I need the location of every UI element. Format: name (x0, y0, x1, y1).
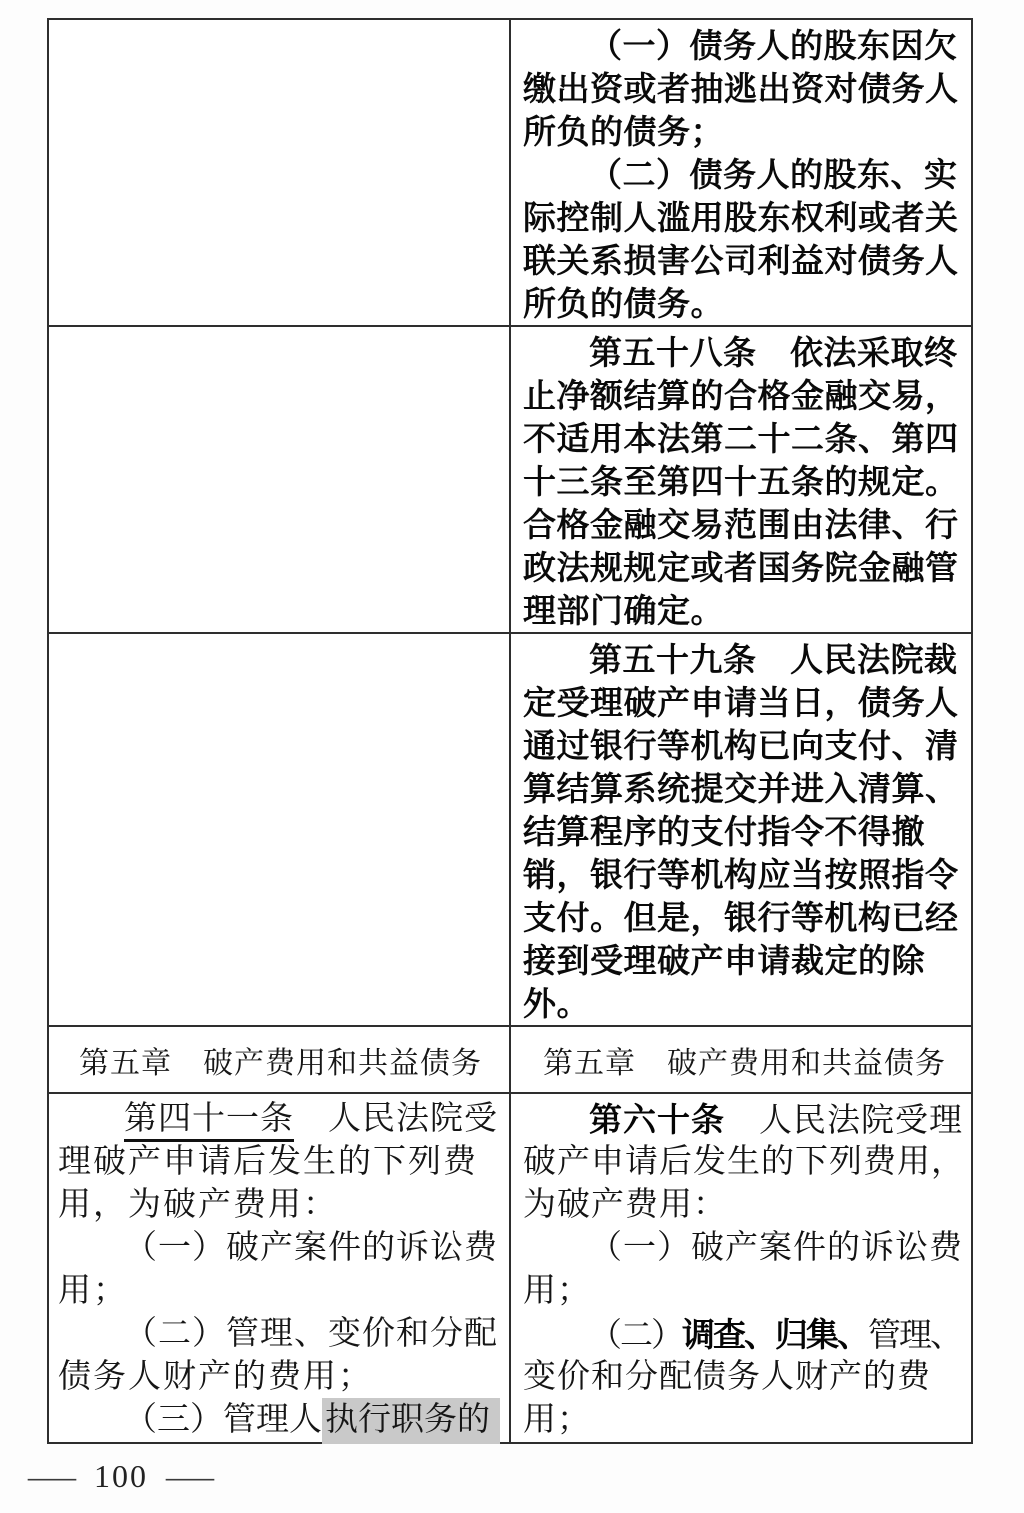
text-line (58, 1227, 503, 1270)
text-line (523, 767, 966, 810)
table-row (49, 1094, 971, 1442)
text-segment: 用； (523, 1402, 591, 1438)
table-cell-old-law (49, 1027, 511, 1092)
text-segment: 政法规规定或者国务院金融管 (523, 548, 959, 587)
table-cell-old-law (49, 634, 511, 1025)
table-cell-draft (511, 327, 971, 632)
underlined-text-segment: 第四十一条 (124, 1101, 294, 1142)
text-segment: 第五章 破产费用和共益债务 (543, 1046, 946, 1080)
text-line (58, 1399, 503, 1442)
text-segment: 通过银行等机构已向支付、清 (523, 726, 959, 765)
text-segment: （二） (589, 1318, 682, 1354)
text-segment: （三）管理人 (124, 1402, 322, 1438)
text-segment: 合格金融交易范围由法律、行 (523, 505, 959, 544)
text-line (523, 810, 966, 853)
text-segment: 所负的债务； (523, 112, 724, 151)
text-line (58, 1356, 503, 1399)
text-segment: 销，银行等机构应当按照指令 (523, 855, 959, 894)
text-line (523, 1270, 966, 1313)
text-segment: 理部门确定。 (523, 591, 724, 630)
text-segment: 第五章 破产费用和共益债务 (79, 1046, 482, 1080)
page-footer (28, 1458, 214, 1495)
text-line (523, 1098, 966, 1141)
text-line (523, 24, 966, 67)
page-number: 100 (94, 1458, 148, 1494)
text-segment: 算结算系统提交并进入清算、 (523, 769, 959, 808)
text-segment: 人民法院受 (294, 1101, 498, 1137)
footer-dash-left: — (28, 1458, 76, 1494)
text-line (523, 239, 966, 282)
bold-text-segment: 调查、归集、 (682, 1315, 868, 1354)
text-line (543, 1038, 946, 1082)
table-row (49, 20, 971, 327)
text-segment: 为破产费用： (523, 1187, 727, 1223)
table-cell-draft (511, 1027, 971, 1092)
text-segment: 变价和分配债务人财产的费 (523, 1359, 931, 1395)
text-segment: 用； (58, 1273, 128, 1309)
text-segment: 破产申请后发生的下列费用， (523, 1144, 965, 1180)
text-segment: 理破产申请后发生的下列费 (58, 1144, 478, 1180)
text-line (523, 681, 966, 724)
text-line (523, 546, 966, 589)
text-line (523, 196, 966, 239)
text-line (523, 282, 966, 325)
text-line (523, 417, 966, 460)
text-line (58, 1313, 503, 1356)
text-line (523, 638, 966, 681)
text-segment: （一）债务人的股东因欠 (589, 26, 958, 65)
text-line (523, 1227, 966, 1270)
text-line (523, 724, 966, 767)
text-segment: 用，为破产费用： (58, 1187, 338, 1223)
text-segment: 接到受理破产申请裁定的除 (523, 941, 925, 980)
text-segment: 债务人财产的费用； (58, 1359, 373, 1395)
text-line (523, 1356, 966, 1399)
text-segment: 外。 (523, 984, 590, 1023)
text-segment: 所负的债务。 (523, 284, 724, 323)
text-line (523, 589, 966, 632)
bold-text-segment: 第六十条 (589, 1100, 725, 1139)
highlighted-text-segment: 执行职务的 (322, 1398, 500, 1444)
text-line (523, 982, 966, 1025)
text-line (523, 460, 966, 503)
text-segment: 止净额结算的合格金融交易， (523, 376, 959, 415)
text-line (523, 1399, 966, 1442)
text-line (523, 153, 966, 196)
table-cell-draft (511, 634, 971, 1025)
text-line (523, 331, 966, 374)
text-segment: 定受理破产申请当日，债务人 (523, 683, 959, 722)
text-line (58, 1141, 503, 1184)
text-segment: （二）管理、变价和分配 (124, 1316, 498, 1352)
text-segment: 不适用本法第二十二条、第四 (523, 419, 959, 458)
text-segment: （一）破产案件的诉讼费 (589, 1230, 963, 1266)
text-line (523, 503, 966, 546)
text-segment: 十三条至第四十五条的规定。 (523, 462, 959, 501)
table-cell-old-law (49, 1094, 511, 1442)
text-segment: 用； (523, 1273, 591, 1309)
text-segment: 联关系损害公司利益对债务人 (523, 241, 959, 280)
table-row (49, 327, 971, 634)
text-segment: （一）破产案件的诉讼费 (124, 1230, 498, 1266)
text-segment: 际控制人滥用股东权利或者关 (523, 198, 959, 237)
table-cell-old-law (49, 20, 511, 325)
text-line (79, 1038, 482, 1082)
text-line (523, 1313, 966, 1356)
text-segment: （二）债务人的股东、实 (589, 155, 958, 194)
text-line (523, 1184, 966, 1227)
text-line (523, 896, 966, 939)
text-line (58, 1184, 503, 1227)
table-row (49, 634, 971, 1027)
text-segment: 缴出资或者抽逃出资对债务人 (523, 69, 959, 108)
text-line (523, 110, 966, 153)
comparison-table (47, 18, 973, 1444)
text-segment: 支付。但是，银行等机构已经 (523, 898, 959, 937)
text-line (58, 1098, 503, 1141)
text-line (523, 1141, 966, 1184)
text-line (523, 853, 966, 896)
text-segment: 人民法院受理 (725, 1103, 963, 1139)
footer-dash-right: — (166, 1458, 214, 1494)
text-segment: 管理、 (868, 1318, 961, 1354)
text-line (523, 67, 966, 110)
text-segment: 结算程序的支付指令不得撤 (523, 812, 925, 851)
table-cell-draft (511, 20, 971, 325)
text-line (523, 374, 966, 417)
table-cell-old-law (49, 327, 511, 632)
text-line (523, 939, 966, 982)
text-line (58, 1270, 503, 1313)
table-cell-draft (511, 1094, 971, 1442)
text-segment: 第五十八条 依法采取终 (589, 333, 958, 372)
text-segment: 第五十九条 人民法院裁 (589, 640, 958, 679)
chapter-heading-row (49, 1027, 971, 1094)
